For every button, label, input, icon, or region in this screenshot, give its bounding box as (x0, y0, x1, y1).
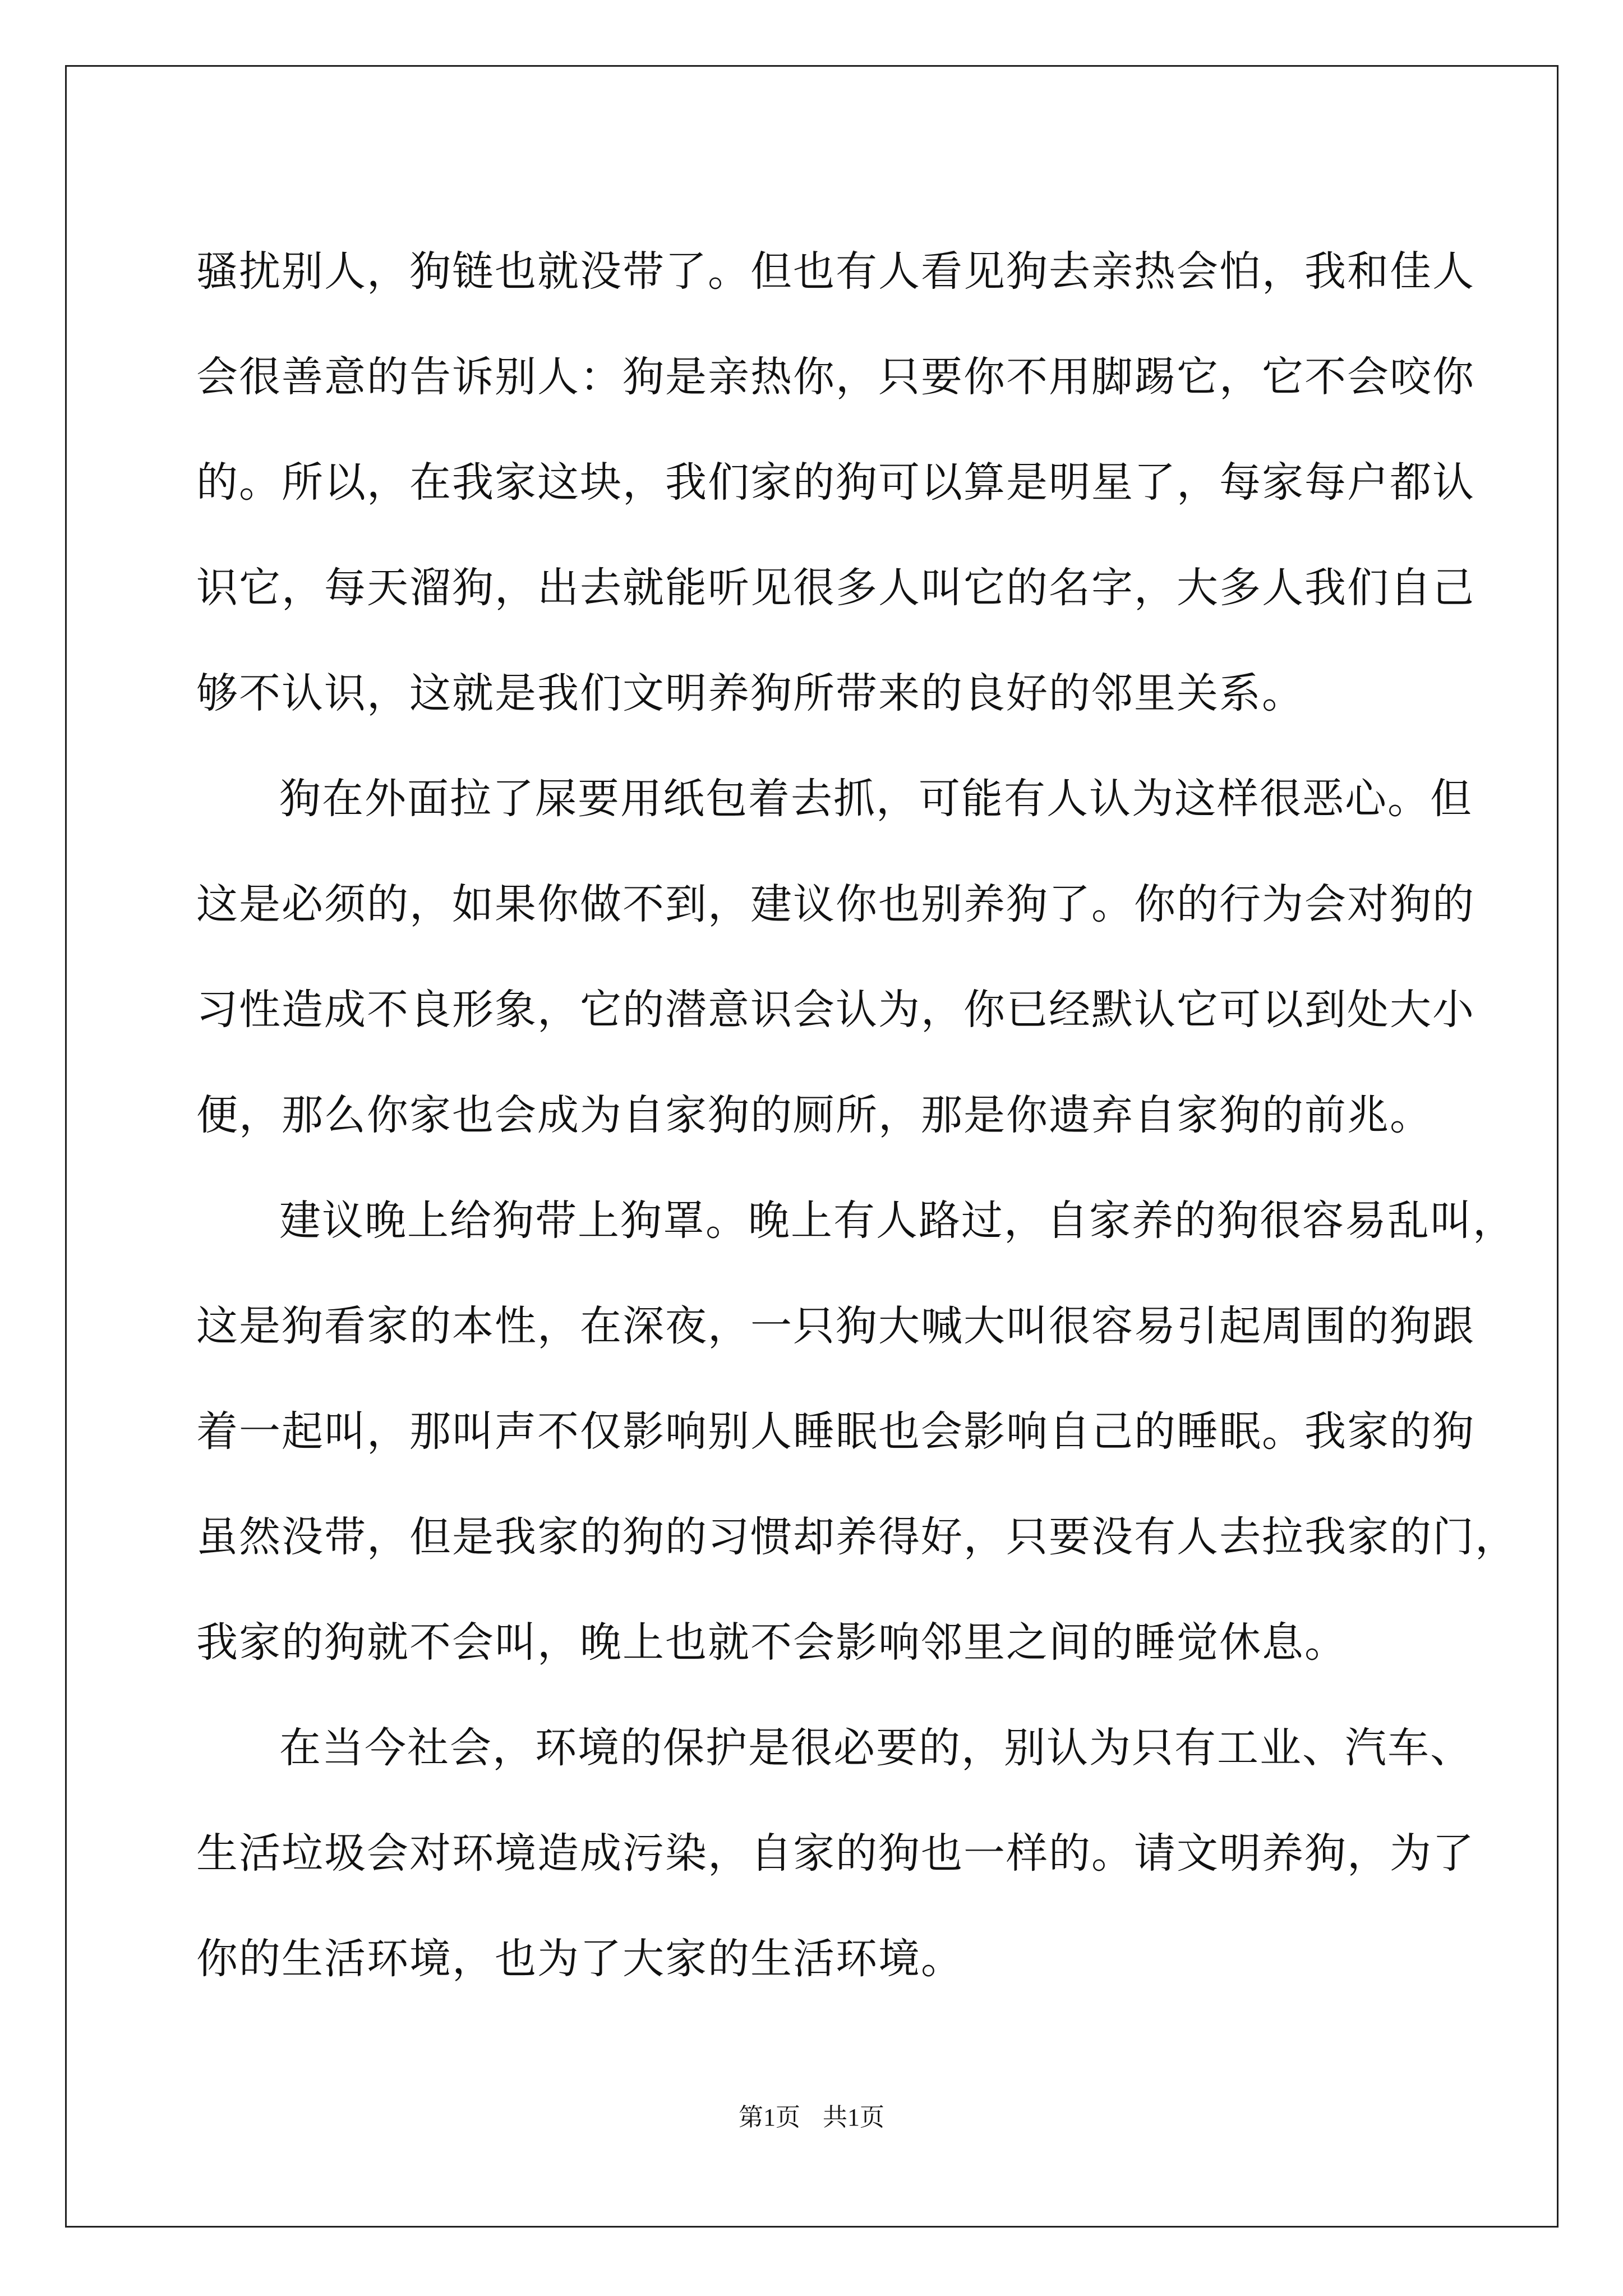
paragraph-first-line: 建议晚上给狗带上狗罩。晚上有人路过，自家养的狗很容易乱叫， (279, 1197, 1515, 1245)
text-line: 识它，每天溜狗，出去就能听见很多人叫它的名字，大多人我们自己 (196, 564, 1475, 612)
paragraph-first-line: 狗在外面拉了屎要用纸包着去抓，可能有人认为这样很恶心。但 (279, 775, 1473, 823)
text-line: 生活垃圾会对环境造成污染，自家的狗也一样的。请文明养狗，为了 (196, 1829, 1475, 1878)
text-line: 这是狗看家的本性，在深夜，一只狗大喊大叫很容易引起周围的狗跟 (196, 1302, 1475, 1350)
text-line: 我家的狗就不会叫，晚上也就不会影响邻里之间的睡觉休息。 (196, 1618, 1347, 1667)
text-line: 会很善意的告诉别人：狗是亲热你，只要你不用脚踢它，它不会咬你 (196, 353, 1475, 401)
text-line: 习性造成不良形象，它的潜意识会认为，你已经默认它可以到处大小 (196, 986, 1475, 1034)
page-footer (0, 2101, 1623, 2134)
text-line: 骚扰别人，狗链也就没带了。但也有人看见狗去亲热会怕，我和佳人 (196, 247, 1475, 296)
page-number-current: 第1页 (739, 2104, 800, 2131)
text-line: 虽然没带，但是我家的狗的习惯却养得好，只要没有人去拉我家的门， (196, 1513, 1518, 1561)
text-line: 着一起叫，那叫声不仅影响别人睡眠也会影响自己的睡眠。我家的狗 (196, 1407, 1475, 1456)
text-line: 你的生活环境，也为了大家的生活环境。 (196, 1935, 963, 1983)
text-line: 这是必须的，如果你做不到，建议你也别养狗了。你的行为会对狗的 (196, 880, 1475, 928)
text-line: 够不认识，这就是我们文明养狗所带来的良好的邻里关系。 (196, 669, 1304, 717)
text-line: 的。所以，在我家这块，我们家的狗可以算是明星了，每家每户都认 (196, 458, 1475, 507)
page-number-total: 共1页 (823, 2104, 884, 2131)
paragraph-first-line: 在当今社会，环境的保护是很必要的，别认为只有工业、汽车、 (279, 1724, 1473, 1772)
text-line: 便，那么你家也会成为自家狗的厕所，那是你遗弃自家狗的前兆。 (196, 1091, 1432, 1139)
document-body (196, 219, 1518, 2012)
